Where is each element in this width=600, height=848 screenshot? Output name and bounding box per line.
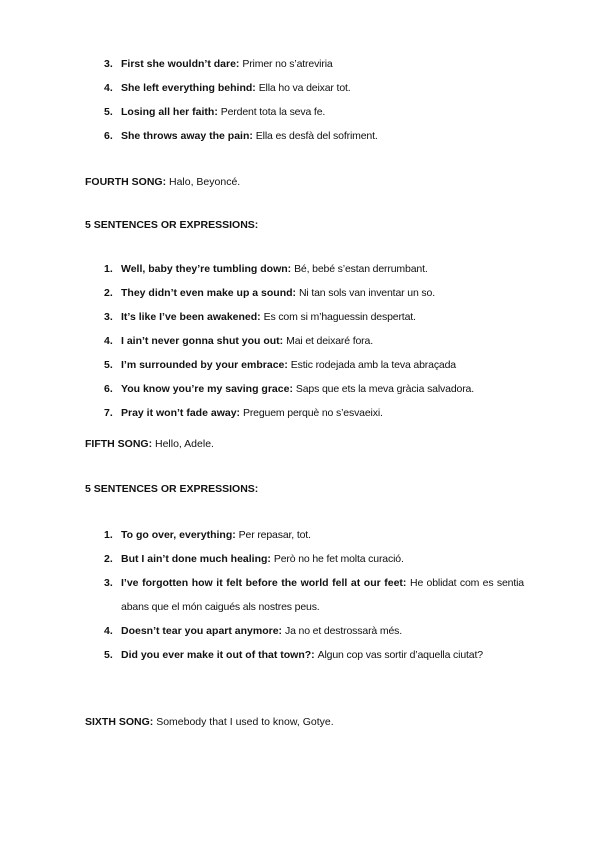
section-title: 5 SENTENCES OR EXPRESSIONS:	[85, 483, 259, 495]
catalan-translation: Preguem perquè no s’esvaeixi.	[242, 407, 383, 419]
english-expression: Did you ever make it out of that town?:	[121, 649, 315, 661]
item-number: 1.	[104, 529, 113, 541]
catalan-translation: Algun cop vas sortir d’aquella ciutat?	[317, 649, 483, 661]
item-number: 5.	[104, 106, 113, 118]
fourth-song-heading	[85, 174, 240, 190]
item-number: 6.	[104, 383, 113, 395]
item-number: 7.	[104, 407, 113, 419]
catalan-translation: Ella es desfà del sofriment.	[255, 130, 378, 142]
catalan-translation: Primer no s’atreviria	[242, 58, 333, 70]
list-item	[104, 329, 524, 353]
fifth-song-heading	[85, 436, 214, 452]
catalan-translation: Perdent tota la seva fe.	[220, 106, 326, 118]
item-number: 2.	[104, 287, 113, 299]
list-item	[104, 76, 524, 100]
english-expression: It’s like I’ve been awakened:	[121, 311, 261, 323]
english-expression: Well, baby they’re tumbling down:	[121, 263, 292, 275]
english-expression: She left everything behind:	[121, 82, 256, 94]
item-number: 3.	[104, 311, 113, 323]
list-item	[104, 257, 524, 281]
list-item	[104, 305, 524, 329]
english-expression: You know you’re my saving grace:	[121, 383, 293, 395]
item-number: 3.	[104, 577, 113, 589]
song-label: FOURTH SONG:	[85, 176, 167, 188]
song-label: FIFTH SONG:	[85, 438, 153, 450]
section-title: 5 SENTENCES OR EXPRESSIONS:	[85, 219, 259, 231]
english-expression: Doesn’t tear you apart anymore:	[121, 625, 283, 637]
english-expression: They didn’t even make up a sound:	[121, 287, 297, 299]
english-expression: I ain’t never gonna shut you out:	[121, 335, 284, 347]
song-label: SIXTH SONG:	[85, 716, 154, 728]
catalan-translation: Estic rodejada amb la teva abraçada	[290, 359, 456, 371]
english-expression: First she wouldn’t dare:	[121, 58, 240, 70]
item-number: 4.	[104, 625, 113, 637]
list-item	[104, 52, 524, 76]
english-expression: But I ain’t done much healing:	[121, 553, 271, 565]
english-expression: Pray it won’t fade away:	[121, 407, 241, 419]
list-item	[104, 377, 524, 401]
list-item	[104, 571, 524, 619]
list-item	[104, 281, 524, 305]
list-item	[104, 353, 524, 377]
english-expression: Losing all her faith:	[121, 106, 218, 118]
song-three-list	[104, 52, 524, 148]
catalan-translation: He oblidat com es sentia abans que el món caigués als nostres peus.	[121, 577, 524, 613]
item-number: 4.	[104, 335, 113, 347]
song-title: Hello, Adele.	[155, 438, 214, 450]
english-expression: I’m surrounded by your embrace:	[121, 359, 288, 371]
item-number: 2.	[104, 553, 113, 565]
song-five-list	[104, 523, 524, 667]
catalan-translation: Per repasar, tot.	[238, 529, 311, 541]
catalan-translation: Saps que ets la meva gràcia salvadora.	[295, 383, 475, 395]
catalan-translation: Es com si m’haguessin despertat.	[263, 311, 416, 323]
item-number: 1.	[104, 263, 113, 275]
english-expression: She throws away the pain:	[121, 130, 253, 142]
list-item	[104, 124, 524, 148]
item-number: 3.	[104, 58, 113, 70]
sixth-song-heading	[85, 714, 334, 730]
english-expression: To go over, everything:	[121, 529, 236, 541]
catalan-translation: Bé, bebé s’estan derrumbant.	[294, 263, 428, 275]
catalan-translation: Ella ho va deixar tot.	[258, 82, 351, 94]
catalan-translation: Ni tan sols van inventar un so.	[298, 287, 435, 299]
english-expression: I’ve forgotten how it felt before the world fell at our feet:	[121, 577, 407, 589]
item-number: 5.	[104, 649, 113, 661]
catalan-translation: Mai et deixaré fora.	[286, 335, 373, 347]
list-item	[104, 547, 524, 571]
song-title: Somebody that I used to know, Gotye.	[156, 716, 334, 728]
catalan-translation: Ja no et destrossarà més.	[284, 625, 403, 637]
item-number: 5.	[104, 359, 113, 371]
song-four-list	[104, 257, 524, 425]
catalan-translation: Però no he fet molta curació.	[273, 553, 404, 565]
item-number: 6.	[104, 130, 113, 142]
list-item	[104, 619, 524, 643]
item-number: 4.	[104, 82, 113, 94]
list-item	[104, 523, 524, 547]
song-title: Halo, Beyoncé.	[169, 176, 241, 188]
list-item	[104, 100, 524, 124]
list-item	[104, 643, 524, 667]
list-item	[104, 401, 524, 425]
